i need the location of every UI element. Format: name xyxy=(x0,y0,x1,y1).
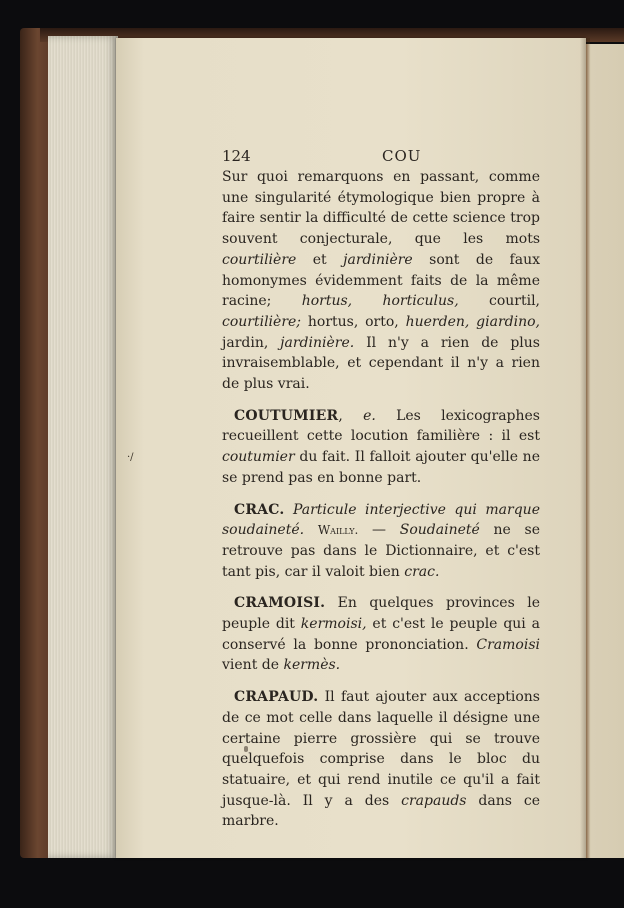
text-run: Les lexicographes recueillent cette locution familière : il est xyxy=(222,407,540,445)
page-number: 124 xyxy=(222,147,251,165)
text-run: et c'est le peuple qui a conservé la bonne prononciation. xyxy=(222,616,540,653)
italic-text: courtilière; xyxy=(222,313,302,330)
entry-crac xyxy=(222,500,540,583)
entry-cramoisi xyxy=(222,593,540,676)
entry-headword: COUTUMIER xyxy=(234,407,339,424)
italic-text: Particule interjective qui marque soudaineté. xyxy=(222,501,540,539)
text-run: jardin, xyxy=(222,334,281,351)
page-edges xyxy=(48,36,118,858)
entry-crapaud xyxy=(222,687,540,832)
text-run: courtil, xyxy=(458,293,541,310)
text-run xyxy=(304,522,318,538)
entry-headword: CRAMOISI. xyxy=(234,595,326,612)
italic-text: kermoisi, xyxy=(300,616,367,633)
entry-coutumier xyxy=(222,406,540,489)
italic-text: e. xyxy=(363,407,376,424)
italic-text: crapauds xyxy=(401,792,467,809)
text-run: sont de faux homonymes évidemment faits de la même racine; xyxy=(222,251,540,310)
text-run: Il faut ajouter aux acceptions de ce mot celle dans laquelle il désigne une certaine pierre grossière qui se trouve quelquefois comprise dans le bloc du statuaire, et qui rend inutile ce qu'il a fait jusque-là. Il y a des xyxy=(222,689,540,809)
italic-text: jardinière. xyxy=(280,334,355,351)
text-run: Il n'y a rien de plus invraisemblable, et cependant il n'y a rien de plus vrai. xyxy=(222,334,540,393)
text-run: vient de xyxy=(222,657,284,674)
italic-text: huerden, giardino, xyxy=(405,313,540,330)
paragraph-intro xyxy=(222,167,540,395)
entry-headword: CRAC. xyxy=(234,501,285,518)
entry-headword: CRAPAUD. xyxy=(234,689,319,706)
running-head-word: COU xyxy=(382,147,422,165)
small-caps-text: Wailly. xyxy=(317,523,359,538)
italic-text: hortus, horticulus, xyxy=(301,293,459,310)
italic-text: Soudaineté xyxy=(399,522,480,539)
italic-text: crac. xyxy=(404,563,440,580)
text-run: du fait. Il falloit ajouter qu'elle ne se prend pas en bonne part. xyxy=(222,449,540,486)
text-run: hortus, orto, xyxy=(301,313,406,330)
marginal-mark: ·/ xyxy=(127,452,134,463)
running-head xyxy=(222,145,540,167)
text-run: dans ce marbre. xyxy=(222,792,540,830)
text-run: — xyxy=(358,522,400,539)
italic-text: courtilière xyxy=(222,251,297,268)
italic-text: Cramoisi xyxy=(476,636,540,653)
text-run: , xyxy=(338,407,364,424)
text-run xyxy=(284,502,293,518)
facing-page xyxy=(586,44,624,858)
text-run: En quelques provinces le peuple dit xyxy=(222,595,540,633)
text-run: ne se retrouve pas dans le Dictionnaire, et c'est tant pis, car il valoit bien xyxy=(222,522,541,580)
italic-text: coutumier xyxy=(222,449,295,466)
page-text xyxy=(222,145,540,832)
italic-text: jardinière xyxy=(343,251,413,268)
text-run: et xyxy=(296,251,344,268)
italic-text: kermès. xyxy=(283,657,341,674)
text-run: Sur quoi remarquons en passant, comme une singularité étymologique bien propre à faire sentir la difficulté de cette science trop souvent conjecturale, que les mots xyxy=(222,169,540,248)
